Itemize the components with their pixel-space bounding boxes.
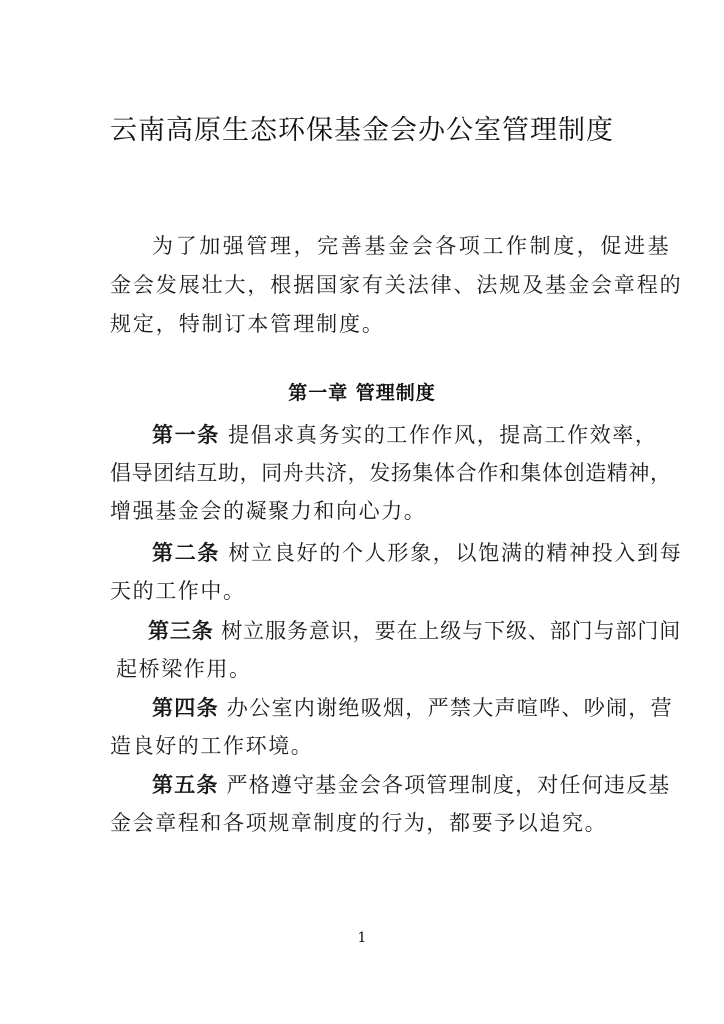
article-1-label: 第一条 <box>152 423 220 447</box>
preamble-line-1: 为了加强管理，完善基金会各项工作制度，促进基 <box>152 234 672 258</box>
article-5-line-2: 金会章程和各项规章制度的行为，都要予以追究。 <box>110 811 608 835</box>
article-1-text: 提倡求真务实的工作作风，提高工作效率， <box>228 423 658 447</box>
preamble-line-2: 金会发展壮大，根据国家有关法律、法规及基金会章程的 <box>110 273 683 297</box>
article-5-text: 严格遵守基金会各项管理制度，对任何违反基 <box>226 773 671 797</box>
article-3-line-2: 起桥梁作用。 <box>116 657 252 681</box>
page-number: 1 <box>357 930 367 946</box>
document-title: 云南高原生态环保基金会办公室管理制度 <box>110 115 614 146</box>
article-2-line-2: 天的工作中。 <box>110 579 246 603</box>
article-4-text: 办公室内谢绝吸烟，严禁大声喧哗、吵闹，营 <box>226 696 673 720</box>
article-4-label: 第四条 <box>152 696 219 720</box>
article-2-label: 第二条 <box>152 541 221 565</box>
article-2-text: 树立良好的个人形象，以饱满的精神投入到每 <box>228 541 683 565</box>
article-3-text: 树立服务意识，要在上级与下级、部门与部门间 <box>221 619 682 643</box>
article-1-line-2: 倡导团结互助，同舟共济，发扬集体合作和集体创造精神， <box>110 461 672 485</box>
article-1-first-line <box>152 421 658 449</box>
article-5-first-line <box>152 771 671 799</box>
chapter-heading: 第一章 管理制度 <box>288 382 436 404</box>
article-5-label: 第五条 <box>152 773 219 797</box>
article-4-first-line <box>152 694 673 722</box>
article-1-line-3: 增强基金会的凝聚力和向心力。 <box>110 499 427 523</box>
article-3-first-line <box>148 617 681 645</box>
preamble-line-3: 规定，特制订本管理制度。 <box>110 312 385 336</box>
article-3-label: 第三条 <box>148 619 214 643</box>
article-4-line-2: 造良好的工作环境。 <box>110 734 314 758</box>
article-2-first-line <box>152 539 683 567</box>
